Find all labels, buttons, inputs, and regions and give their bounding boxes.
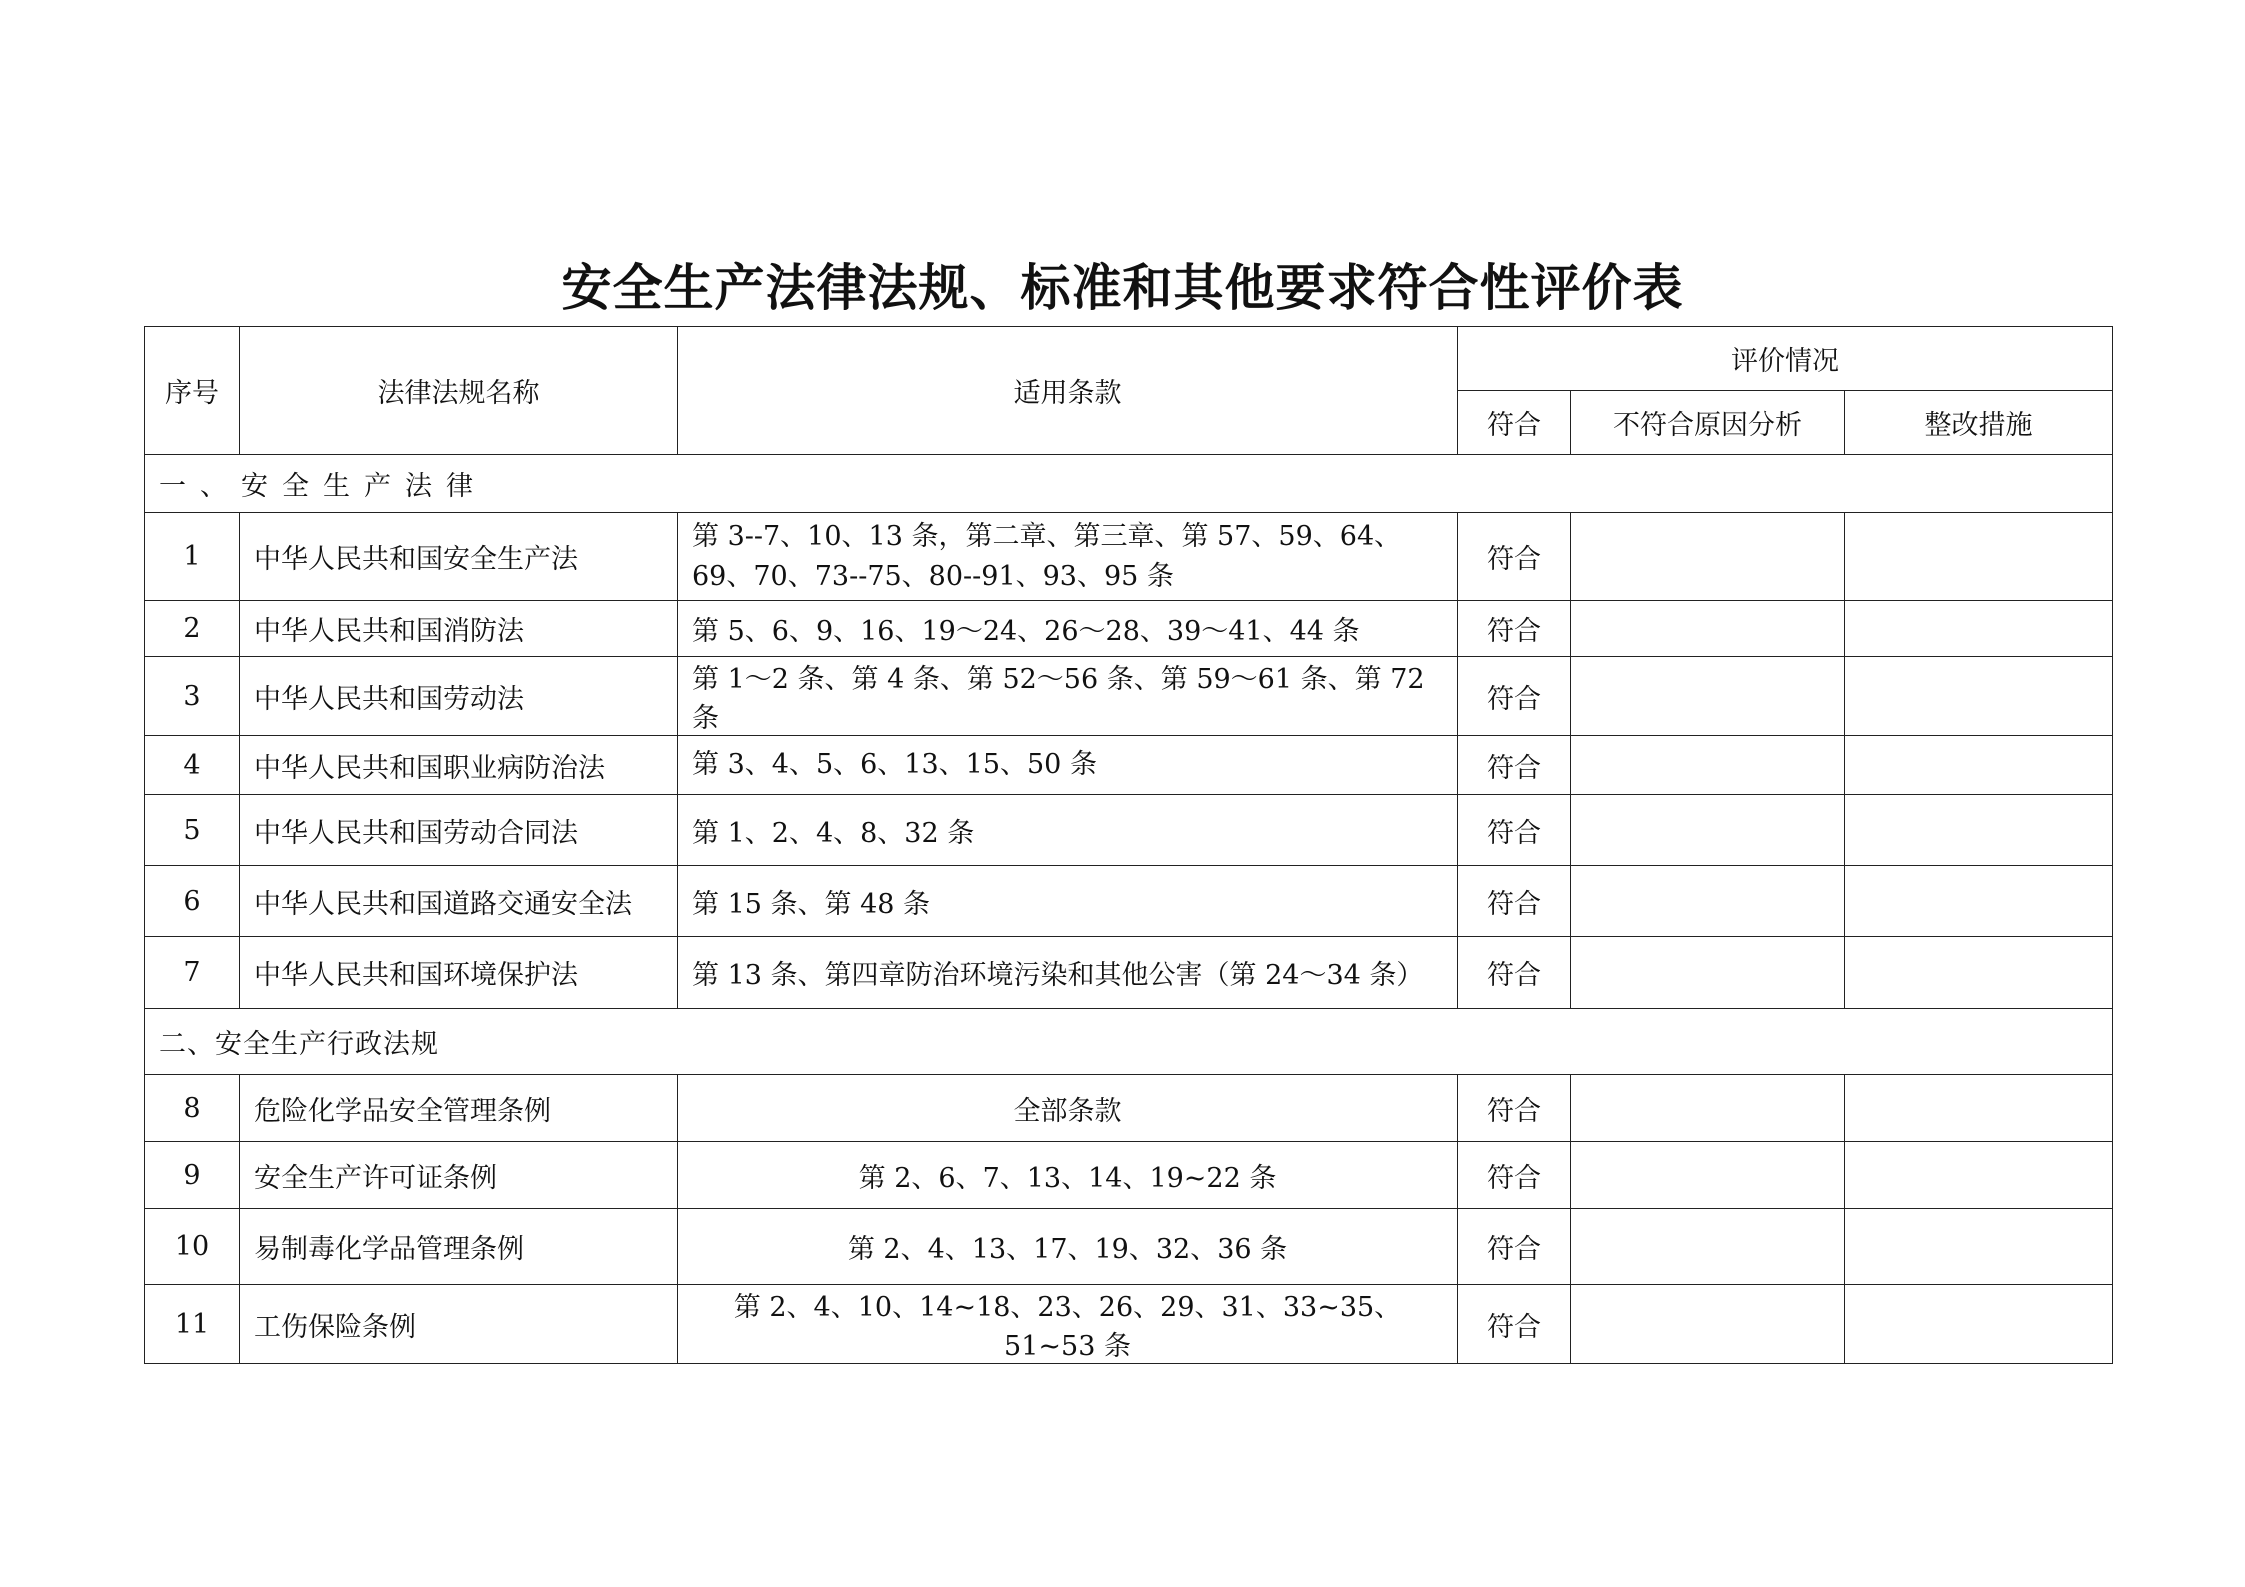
row-reason bbox=[1571, 1209, 1845, 1285]
row-clauses: 第 2、4、13、17、19、32、36 条 bbox=[678, 1209, 1458, 1285]
header-rectify: 整改措施 bbox=[1845, 391, 2113, 455]
section-row bbox=[145, 455, 2113, 513]
header-name: 法律法规名称 bbox=[240, 327, 678, 455]
table-row bbox=[145, 866, 2113, 937]
row-measure bbox=[1845, 795, 2113, 866]
table-row bbox=[145, 513, 2113, 601]
compliance-table bbox=[144, 326, 2113, 1364]
row-clauses: 第 2、4、10、14~18、23、26、29、31、33~35、51~53 条 bbox=[678, 1285, 1458, 1364]
row-name: 易制毒化学品管理条例 bbox=[240, 1209, 678, 1285]
row-measure bbox=[1845, 657, 2113, 736]
row-no: 6 bbox=[145, 866, 240, 937]
row-measure bbox=[1845, 1209, 2113, 1285]
row-result: 符合 bbox=[1458, 513, 1571, 601]
row-clauses: 第 2、6、7、13、14、19~22 条 bbox=[678, 1142, 1458, 1209]
row-no: 3 bbox=[145, 657, 240, 736]
row-measure bbox=[1845, 1075, 2113, 1142]
section-label: 一、安全生产法律 bbox=[145, 455, 2113, 513]
row-name: 工伤保险条例 bbox=[240, 1285, 678, 1364]
table-row bbox=[145, 601, 2113, 657]
table-row bbox=[145, 795, 2113, 866]
row-result: 符合 bbox=[1458, 1075, 1571, 1142]
row-measure bbox=[1845, 513, 2113, 601]
row-clauses: 全部条款 bbox=[678, 1075, 1458, 1142]
table-row bbox=[145, 657, 2113, 736]
row-clauses: 第 15 条、第 48 条 bbox=[678, 866, 1458, 937]
row-reason bbox=[1571, 866, 1845, 937]
row-measure bbox=[1845, 1142, 2113, 1209]
row-name: 中华人民共和国职业病防治法 bbox=[240, 736, 678, 795]
row-no: 11 bbox=[145, 1285, 240, 1364]
row-no: 10 bbox=[145, 1209, 240, 1285]
row-clauses: 第 1～2 条、第 4 条、第 52～56 条、第 59～61 条、第 72 条 bbox=[678, 657, 1458, 736]
header-clauses: 适用条款 bbox=[678, 327, 1458, 455]
row-reason bbox=[1571, 657, 1845, 736]
row-reason bbox=[1571, 736, 1845, 795]
section-label: 二、安全生产行政法规 bbox=[145, 1009, 2113, 1075]
row-clauses: 第 3--7、10、13 条，第二章、第三章、第 57、59、64、69、70、73--75、80--91、93、95 条 bbox=[678, 513, 1458, 601]
row-measure bbox=[1845, 937, 2113, 1009]
page-title: 安全生产法律法规、标准和其他要求符合性评价表 bbox=[561, 258, 1684, 317]
row-name: 中华人民共和国劳动合同法 bbox=[240, 795, 678, 866]
row-reason bbox=[1571, 1285, 1845, 1364]
row-result: 符合 bbox=[1458, 866, 1571, 937]
row-result: 符合 bbox=[1458, 937, 1571, 1009]
header-noncomply-reason: 不符合原因分析 bbox=[1571, 391, 1845, 455]
row-reason bbox=[1571, 1075, 1845, 1142]
table-row bbox=[145, 1142, 2113, 1209]
row-measure bbox=[1845, 601, 2113, 657]
row-clauses: 第 1、2、4、8、32 条 bbox=[678, 795, 1458, 866]
row-result: 符合 bbox=[1458, 601, 1571, 657]
table-row bbox=[145, 1075, 2113, 1142]
section-row bbox=[145, 1009, 2113, 1075]
row-reason bbox=[1571, 513, 1845, 601]
row-result: 符合 bbox=[1458, 657, 1571, 736]
row-no: 8 bbox=[145, 1075, 240, 1142]
row-name: 中华人民共和国安全生产法 bbox=[240, 513, 678, 601]
row-measure bbox=[1845, 1285, 2113, 1364]
row-result: 符合 bbox=[1458, 1285, 1571, 1364]
row-reason bbox=[1571, 937, 1845, 1009]
row-no: 9 bbox=[145, 1142, 240, 1209]
header-evaluation: 评价情况 bbox=[1458, 327, 2113, 391]
row-measure bbox=[1845, 736, 2113, 795]
row-name: 中华人民共和国劳动法 bbox=[240, 657, 678, 736]
row-name: 中华人民共和国道路交通安全法 bbox=[240, 866, 678, 937]
header-comply: 符合 bbox=[1458, 391, 1571, 455]
row-clauses: 第 13 条、第四章防治环境污染和其他公害（第 24～34 条） bbox=[678, 937, 1458, 1009]
row-name: 安全生产许可证条例 bbox=[240, 1142, 678, 1209]
row-reason bbox=[1571, 601, 1845, 657]
row-result: 符合 bbox=[1458, 795, 1571, 866]
row-clauses: 第 3、4、5、6、13、15、50 条 bbox=[678, 736, 1458, 795]
row-clauses: 第 5、6、9、16、19～24、26～28、39～41、44 条 bbox=[678, 601, 1458, 657]
row-no: 4 bbox=[145, 736, 240, 795]
row-no: 5 bbox=[145, 795, 240, 866]
row-reason bbox=[1571, 795, 1845, 866]
row-result: 符合 bbox=[1458, 1209, 1571, 1285]
row-measure bbox=[1845, 866, 2113, 937]
row-name: 中华人民共和国消防法 bbox=[240, 601, 678, 657]
row-result: 符合 bbox=[1458, 736, 1571, 795]
row-reason bbox=[1571, 1142, 1845, 1209]
header-row-1 bbox=[145, 327, 2113, 391]
table-row bbox=[145, 736, 2113, 795]
row-no: 1 bbox=[145, 513, 240, 601]
table-row bbox=[145, 937, 2113, 1009]
row-no: 2 bbox=[145, 601, 240, 657]
row-no: 7 bbox=[145, 937, 240, 1009]
header-seq: 序号 bbox=[145, 327, 240, 455]
table-row bbox=[145, 1285, 2113, 1364]
row-name: 危险化学品安全管理条例 bbox=[240, 1075, 678, 1142]
row-result: 符合 bbox=[1458, 1142, 1571, 1209]
row-name: 中华人民共和国环境保护法 bbox=[240, 937, 678, 1009]
table-row bbox=[145, 1209, 2113, 1285]
